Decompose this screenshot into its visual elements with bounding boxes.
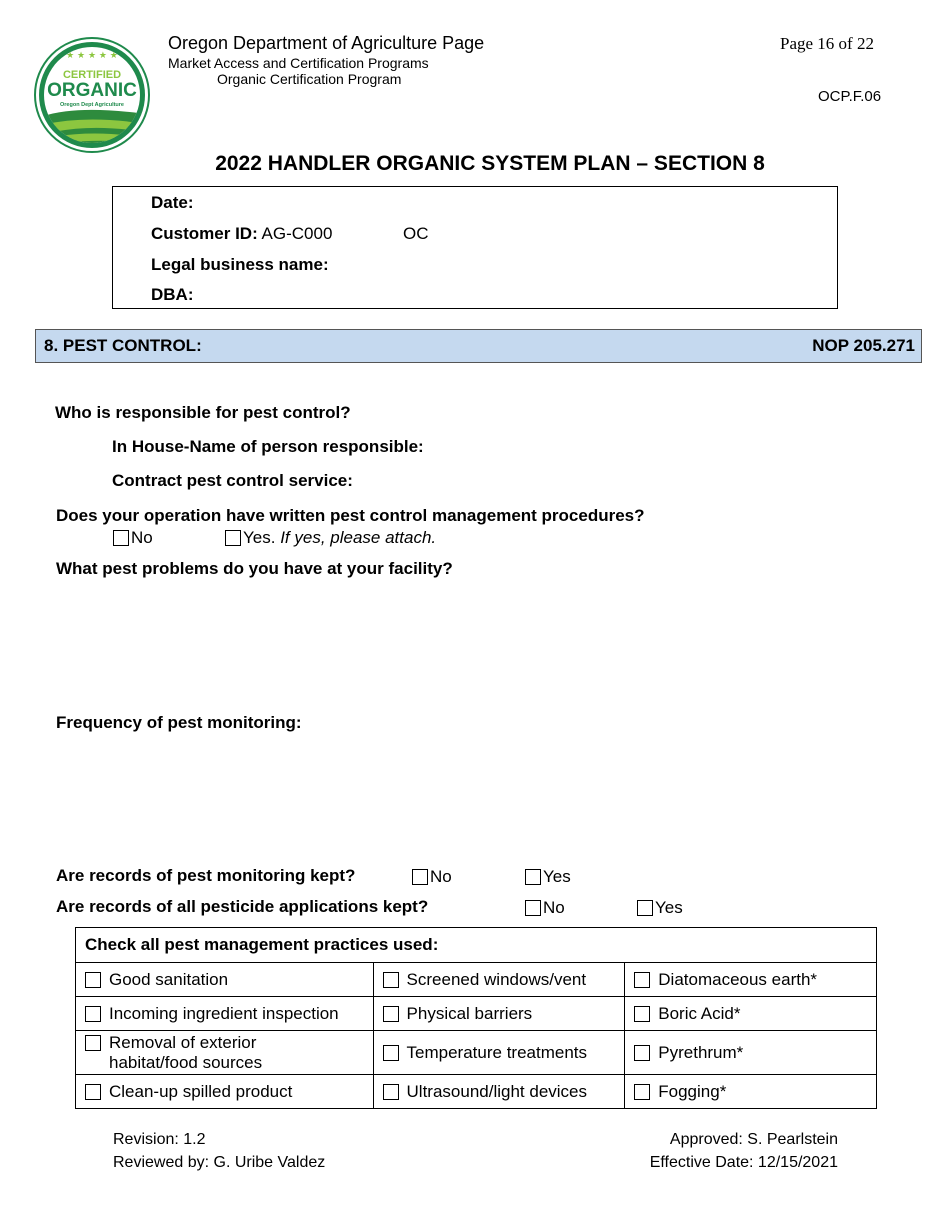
practice-label: Incoming ingredient inspection [109,1003,339,1023]
header-org: Oregon Department of Agriculture Page [168,33,485,53]
certified-organic-logo [33,36,151,154]
customer-id-prefix: AG-C000 [261,224,333,243]
records-monitoring-no-option[interactable] [412,867,452,887]
checkbox-records-pesticide-no[interactable] [525,900,541,916]
form-id: OCP.F.06 [818,88,882,105]
written-no-option[interactable] [113,528,153,548]
checkbox-records-pesticide-yes[interactable] [637,900,653,916]
customer-id-suffix: OC [403,224,429,243]
pest-practices-table [75,927,877,1109]
checkbox-practice[interactable] [383,1084,399,1100]
written-yes-note: If yes, please attach. [280,528,437,547]
records-pesticide-no-label: No [543,898,565,917]
footer-effective: Effective Date: 12/15/2021 [649,1154,838,1171]
header-program: Organic Certification Program [217,71,402,87]
practice-screened-windows[interactable] [374,970,625,990]
practice-label: Boric Acid* [658,1003,741,1023]
table-row [76,1075,877,1109]
logo-text-organic: ORGANIC [47,80,137,101]
records-monitoring-yes-label: Yes [543,867,571,886]
date-label: Date: [151,193,194,212]
footer-revision: Revision: 1.2 [113,1131,206,1148]
practice-temperature-treatments[interactable] [374,1043,625,1063]
checkbox-practice[interactable] [383,1045,399,1061]
customer-id-row [151,224,429,244]
logo-stars-icon: ★ ★ ★ ★ ★ [66,51,118,61]
logo-text-certified: CERTIFIED [62,69,122,81]
checkbox-records-monitoring-yes[interactable] [525,869,541,885]
checkbox-practice[interactable] [634,1045,650,1061]
table-row [76,1031,877,1075]
checkbox-practice[interactable] [85,1006,101,1022]
footer-right [650,1128,838,1174]
footer-approved: Approved: S. Pearlstein [669,1131,838,1148]
records-pesticide-no-option[interactable] [525,898,565,918]
practice-label: Screened windows/vent [406,969,587,989]
dba-label: DBA: [151,285,194,304]
checkbox-practice[interactable] [383,1006,399,1022]
question-in-house: In House-Name of person responsible: [112,437,424,456]
practice-label: Clean-up spilled product [109,1081,293,1101]
checkbox-practice[interactable] [634,1006,650,1022]
practice-label: Diatomaceous earth* [658,969,818,989]
logo-text-agency: Oregon Dept Agriculture [60,102,124,108]
legal-name-label: Legal business name: [151,255,329,274]
practices-header: Check all pest management practices used: [76,928,877,963]
practice-ultrasound-light[interactable] [374,1082,625,1102]
written-yes-label: Yes. [243,528,276,547]
practice-label: Physical barriers [406,1003,533,1023]
question-records-monitoring: Are records of pest monitoring kept? [56,866,356,885]
checkbox-records-monitoring-no[interactable] [412,869,428,885]
practice-boric-acid[interactable] [625,1004,876,1024]
page-number: Page 16 of 22 [780,34,874,53]
section-title: 8. PEST CONTROL: [44,336,202,355]
checkbox-practice[interactable] [85,1035,101,1051]
records-monitoring-yes-option[interactable] [525,867,571,887]
practice-fogging[interactable] [625,1082,876,1102]
written-no-label: No [131,528,153,547]
question-written-procedures: Does your operation have written pest control management procedures? [56,506,645,525]
document-title: 2022 HANDLER ORGANIC SYSTEM PLAN – SECTION 8 [215,152,765,175]
question-frequency: Frequency of pest monitoring: [56,713,302,732]
checkbox-practice[interactable] [85,972,101,988]
table-row [76,963,877,997]
question-responsible: Who is responsible for pest control? [55,403,351,422]
checkbox-practice[interactable] [383,972,399,988]
practice-removal-habitat[interactable] [76,1033,373,1073]
question-records-pesticide: Are records of all pesticide applications kept? [56,897,429,916]
footer-left [113,1128,325,1174]
footer-reviewed: Reviewed by: G. Uribe Valdez [113,1154,326,1171]
practice-label: Ultrasound/light devices [406,1081,588,1101]
identification-box [112,186,838,309]
checkbox-written-yes[interactable] [225,530,241,546]
customer-id-label: Customer ID: [151,224,258,243]
practice-diatomaceous-earth[interactable] [625,970,876,990]
practice-label: Temperature treatments [406,1042,587,1062]
section-reference: NOP 205.271 [812,336,915,355]
practice-label: Pyrethrum* [658,1042,744,1062]
practice-pyrethrum[interactable] [625,1043,876,1063]
table-row [76,997,877,1031]
records-monitoring-no-label: No [430,867,452,886]
question-pest-problems: What pest problems do you have at your facility? [56,559,453,578]
practice-good-sanitation[interactable] [76,970,373,990]
checkbox-written-no[interactable] [113,530,129,546]
practice-label: Removal of exterior habitat/food sources [109,1032,263,1072]
practice-ingredient-inspection[interactable] [76,1004,373,1024]
practice-label: Fogging* [658,1081,727,1101]
practice-physical-barriers[interactable] [374,1004,625,1024]
question-contract: Contract pest control service: [112,471,353,490]
practice-cleanup-spilled[interactable] [76,1082,373,1102]
written-yes-option[interactable] [225,528,436,548]
header-division: Market Access and Certification Programs [168,55,429,71]
section-header [35,329,922,363]
checkbox-practice[interactable] [634,972,650,988]
practice-label: Good sanitation [109,969,229,989]
records-pesticide-yes-label: Yes [655,898,683,917]
records-pesticide-yes-option[interactable] [637,898,683,918]
checkbox-practice[interactable] [85,1084,101,1100]
checkbox-practice[interactable] [634,1084,650,1100]
